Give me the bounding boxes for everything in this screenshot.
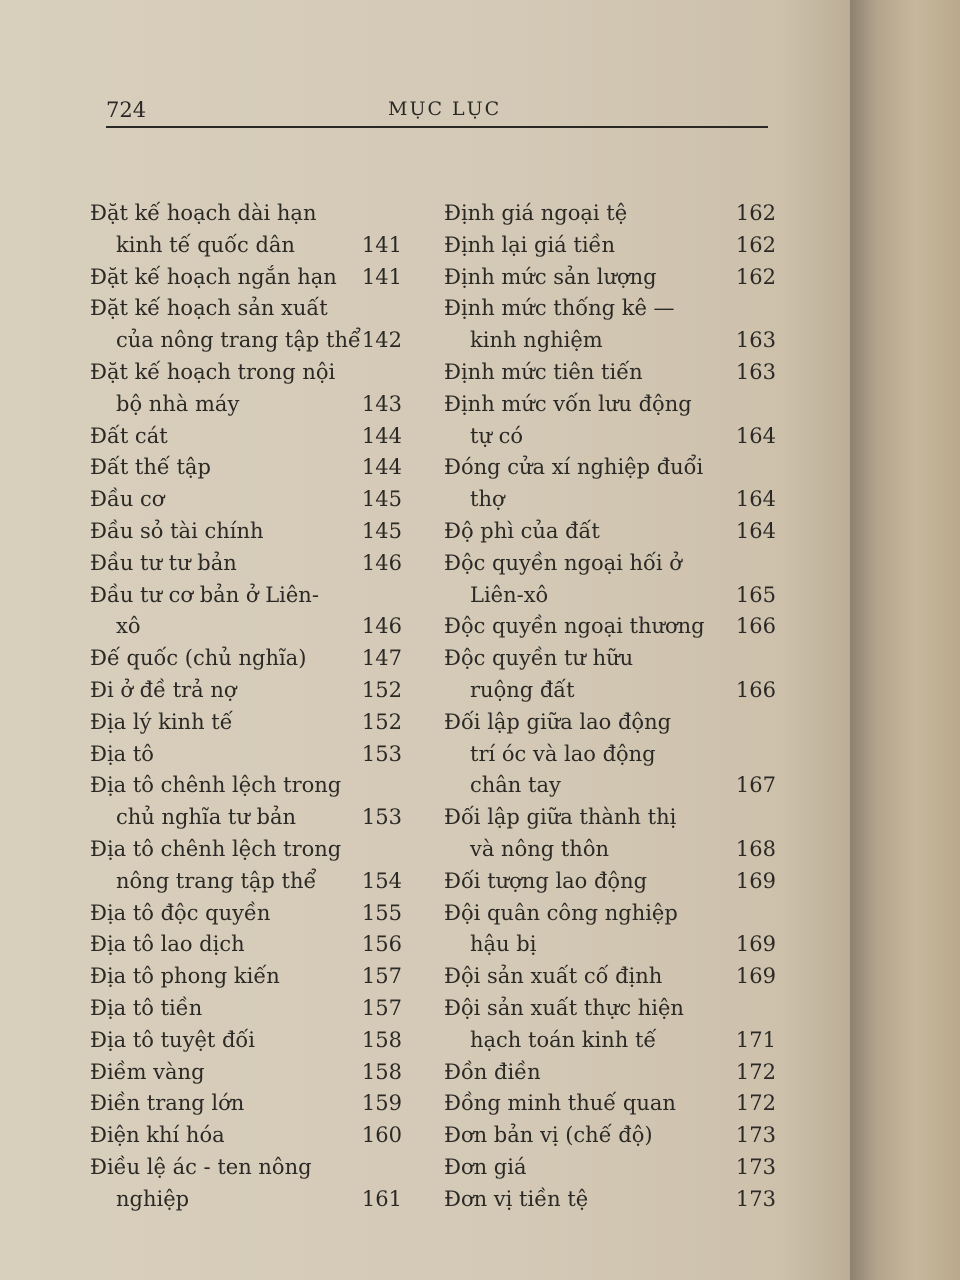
index-entry bbox=[90, 1152, 402, 1216]
entry-page-number: 145 bbox=[361, 518, 402, 543]
entry-term-continuation: thợ bbox=[470, 487, 505, 512]
index-entry bbox=[90, 643, 402, 675]
entry-page-number: 154 bbox=[361, 868, 402, 893]
entry-term: Đơn vị tiền tệ bbox=[444, 1186, 589, 1211]
index-entry bbox=[444, 1120, 776, 1152]
entry-term: Địa tô bbox=[90, 741, 154, 766]
entry-term: Địa tô tiền bbox=[90, 995, 203, 1020]
entry-page-number: 153 bbox=[361, 805, 402, 830]
entry-term: Địa tô độc quyền bbox=[90, 900, 271, 925]
entry-page-number: 147 bbox=[361, 646, 402, 671]
entry-term: Độc quyền ngoại thương bbox=[444, 614, 705, 639]
entry-term: Đối lập giữa thành thị bbox=[444, 805, 677, 830]
entry-page-number: 160 bbox=[361, 1123, 402, 1148]
index-entry bbox=[90, 548, 402, 580]
index-entry bbox=[90, 929, 402, 961]
entry-page-number: 142 bbox=[361, 328, 402, 353]
index-entry bbox=[90, 357, 402, 421]
entry-page-number: 169 bbox=[735, 868, 776, 893]
index-entry bbox=[444, 707, 776, 802]
index-entry bbox=[444, 898, 776, 962]
entry-term: Định mức sản lượng bbox=[444, 264, 657, 289]
entry-term: Đội sản xuất thực hiện bbox=[444, 995, 684, 1020]
entry-term: Điền trang lớn bbox=[90, 1091, 245, 1116]
entry-page-number: 158 bbox=[361, 1059, 402, 1084]
entry-term: Đơn bản vị (chế độ) bbox=[444, 1123, 653, 1148]
entry-term: Đồng minh thuế quan bbox=[444, 1091, 676, 1116]
entry-term: Định mức thống kê — bbox=[444, 296, 675, 321]
entry-page-number: 173 bbox=[735, 1186, 776, 1211]
index-entry bbox=[90, 993, 402, 1025]
entry-term: Đầu cơ bbox=[90, 487, 165, 512]
entry-term: Định giá ngoại tệ bbox=[444, 201, 628, 225]
entry-term-continuation: ruộng đất bbox=[470, 677, 575, 702]
entry-page-number: 143 bbox=[361, 391, 402, 416]
entry-page-number: 152 bbox=[361, 677, 402, 702]
index-column-left bbox=[90, 198, 402, 1216]
entry-page-number: 162 bbox=[735, 232, 776, 257]
index-entry bbox=[90, 834, 402, 898]
entry-page-number: 163 bbox=[735, 328, 776, 353]
entry-term: Đế quốc (chủ nghĩa) bbox=[90, 646, 307, 671]
entry-page-number: 165 bbox=[735, 582, 776, 607]
entry-term: Độ phì của đất bbox=[444, 518, 600, 543]
running-head-title: MỤC LỤC bbox=[388, 98, 502, 120]
entry-term-continuation: và nông thôn bbox=[470, 836, 610, 861]
index-entry bbox=[90, 707, 402, 739]
entry-term-continuation: kinh tế quốc dân bbox=[116, 232, 295, 257]
index-entry bbox=[444, 1088, 776, 1120]
entry-term-continuation: nông trang tập thể bbox=[116, 868, 317, 893]
index-entry bbox=[444, 1152, 776, 1184]
entry-term: Đơn giá bbox=[444, 1154, 527, 1179]
entry-page-number: 172 bbox=[735, 1059, 776, 1084]
index-entry bbox=[90, 1057, 402, 1089]
entry-term: Địa tô chênh lệch trong bbox=[90, 773, 342, 798]
entry-term: Địa lý kinh tế bbox=[90, 709, 233, 734]
index-entry bbox=[444, 452, 776, 516]
entry-page-number: 144 bbox=[361, 455, 402, 480]
entry-page-number: 164 bbox=[735, 518, 776, 543]
entry-term: Địa tô tuyệt đối bbox=[90, 1027, 255, 1052]
index-entry bbox=[444, 961, 776, 993]
index-entry bbox=[90, 421, 402, 453]
index-entry bbox=[90, 1088, 402, 1120]
entry-page-number: 173 bbox=[735, 1154, 776, 1179]
index-column-right bbox=[444, 198, 776, 1216]
entry-page-number: 171 bbox=[735, 1027, 776, 1052]
entry-page-number: 162 bbox=[735, 201, 776, 225]
entry-term-continuation: kinh nghiệm bbox=[470, 328, 603, 353]
index-entry bbox=[444, 1057, 776, 1089]
entry-term: Đất cát bbox=[90, 423, 168, 448]
entry-page-number: 141 bbox=[361, 232, 402, 257]
entry-term: Đầu tư tư bản bbox=[90, 550, 237, 575]
entry-page-number: 156 bbox=[361, 932, 402, 957]
entry-page-number: 158 bbox=[361, 1027, 402, 1052]
entry-page-number: 168 bbox=[735, 836, 776, 861]
entry-term: Địa tô lao dịch bbox=[90, 932, 245, 957]
entry-term-continuation: tự có bbox=[470, 423, 524, 448]
index-entry bbox=[90, 675, 402, 707]
index-entry bbox=[444, 262, 776, 294]
index-entry bbox=[90, 739, 402, 771]
index-entry bbox=[90, 198, 402, 262]
entry-term: Độc quyền tư hữu bbox=[444, 646, 634, 671]
entry-term-continuation: hạch toán kinh tế bbox=[470, 1027, 657, 1052]
entry-page-number: 169 bbox=[735, 932, 776, 957]
entry-term: Định mức vốn lưu động bbox=[444, 391, 692, 416]
entry-term: Đặt kế hoạch sản xuất bbox=[90, 296, 328, 321]
index-entry bbox=[90, 516, 402, 548]
index-entry bbox=[444, 802, 776, 866]
entry-term: Đi ở đề trả nợ bbox=[90, 677, 237, 702]
entry-page-number: 169 bbox=[735, 964, 776, 989]
index-entry bbox=[444, 516, 776, 548]
entry-term: Đối lập giữa lao động bbox=[444, 709, 672, 734]
header-rule bbox=[106, 126, 768, 128]
entry-term: Định lại giá tiền bbox=[444, 232, 615, 257]
entry-term: Đặt kế hoạch dài hạn bbox=[90, 201, 317, 225]
entry-term-continuation: chân tay bbox=[470, 773, 561, 798]
entry-page-number: 145 bbox=[361, 487, 402, 512]
index-entry bbox=[90, 1025, 402, 1057]
index-entry bbox=[444, 230, 776, 262]
entry-page-number: 161 bbox=[361, 1186, 402, 1211]
entry-page-number: 172 bbox=[735, 1091, 776, 1116]
index-entry bbox=[444, 1184, 776, 1216]
index-entry bbox=[90, 293, 402, 357]
entry-term: Đặt kế hoạch trong nội bbox=[90, 359, 336, 384]
entry-page-number: 141 bbox=[361, 264, 402, 289]
entry-page-number: 153 bbox=[361, 741, 402, 766]
entry-term: Đóng cửa xí nghiệp đuổi bbox=[444, 455, 704, 480]
entry-term: Đầu tư cơ bản ở Liên- bbox=[90, 582, 319, 607]
index-entry bbox=[90, 961, 402, 993]
entry-term-continuation: của nông trang tập thể bbox=[116, 328, 361, 353]
entry-page-number: 152 bbox=[361, 709, 402, 734]
index-entry bbox=[444, 611, 776, 643]
index-entry bbox=[444, 866, 776, 898]
entry-term: Điện khí hóa bbox=[90, 1123, 225, 1148]
book-spine bbox=[850, 0, 960, 1280]
entry-term-continuation: nghiệp bbox=[116, 1186, 190, 1211]
entry-term: Điềm vàng bbox=[90, 1059, 205, 1084]
page-header bbox=[106, 96, 768, 132]
entry-page-number: 167 bbox=[735, 773, 776, 798]
entry-term-continuation: xô bbox=[116, 614, 141, 639]
entry-term: Đầu sỏ tài chính bbox=[90, 518, 264, 543]
index-entry bbox=[444, 548, 776, 612]
entry-page-number: 162 bbox=[735, 264, 776, 289]
entry-page-number: 146 bbox=[361, 614, 402, 639]
index-entry bbox=[444, 389, 776, 453]
entry-term: Địa tô chênh lệch trong bbox=[90, 836, 342, 861]
entry-page-number: 157 bbox=[361, 964, 402, 989]
index-entry bbox=[90, 452, 402, 484]
entry-term: Đội sản xuất cố định bbox=[444, 964, 663, 989]
page-number: 724 bbox=[106, 98, 147, 122]
entry-page-number: 166 bbox=[735, 614, 776, 639]
index-entry bbox=[90, 580, 402, 644]
index-entry bbox=[444, 198, 776, 230]
entry-page-number: 164 bbox=[735, 423, 776, 448]
index-entry bbox=[444, 993, 776, 1057]
index-entry bbox=[444, 357, 776, 389]
index-entry bbox=[90, 484, 402, 516]
index-entry bbox=[444, 293, 776, 357]
index-entry bbox=[90, 898, 402, 930]
entry-page-number: 157 bbox=[361, 995, 402, 1020]
entry-term: Đặt kế hoạch ngắn hạn bbox=[90, 264, 337, 289]
entry-term: Điều lệ ác - ten nông bbox=[90, 1154, 312, 1179]
entry-term-continuation: Liên-xô bbox=[470, 582, 549, 607]
entry-page-number: 173 bbox=[735, 1123, 776, 1148]
entry-term: Đồn điền bbox=[444, 1059, 541, 1084]
entry-page-number: 163 bbox=[735, 359, 776, 384]
entry-page-number: 155 bbox=[361, 900, 402, 925]
entry-term: Đội quân công nghiệp bbox=[444, 900, 678, 925]
entry-term: Đối tượng lao động bbox=[444, 868, 648, 893]
entry-term-continuation: trí óc và lao động bbox=[470, 741, 656, 766]
index-entry bbox=[444, 643, 776, 707]
index-entry bbox=[90, 1120, 402, 1152]
entry-page-number: 166 bbox=[735, 677, 776, 702]
entry-page-number: 159 bbox=[361, 1091, 402, 1116]
entry-page-number: 146 bbox=[361, 550, 402, 575]
entry-term: Định mức tiên tiến bbox=[444, 359, 643, 384]
entry-page-number: 144 bbox=[361, 423, 402, 448]
entry-term: Đất thế tập bbox=[90, 455, 211, 480]
index-entry bbox=[90, 770, 402, 834]
index-entry bbox=[90, 262, 402, 294]
entry-term-continuation: hậu bị bbox=[470, 932, 537, 957]
entry-term: Địa tô phong kiến bbox=[90, 964, 280, 989]
entry-term-continuation: bộ nhà máy bbox=[116, 391, 240, 416]
entry-term-continuation: chủ nghĩa tư bản bbox=[116, 805, 297, 830]
entry-term: Độc quyền ngoại hối ở bbox=[444, 550, 682, 575]
entry-page-number: 164 bbox=[735, 487, 776, 512]
